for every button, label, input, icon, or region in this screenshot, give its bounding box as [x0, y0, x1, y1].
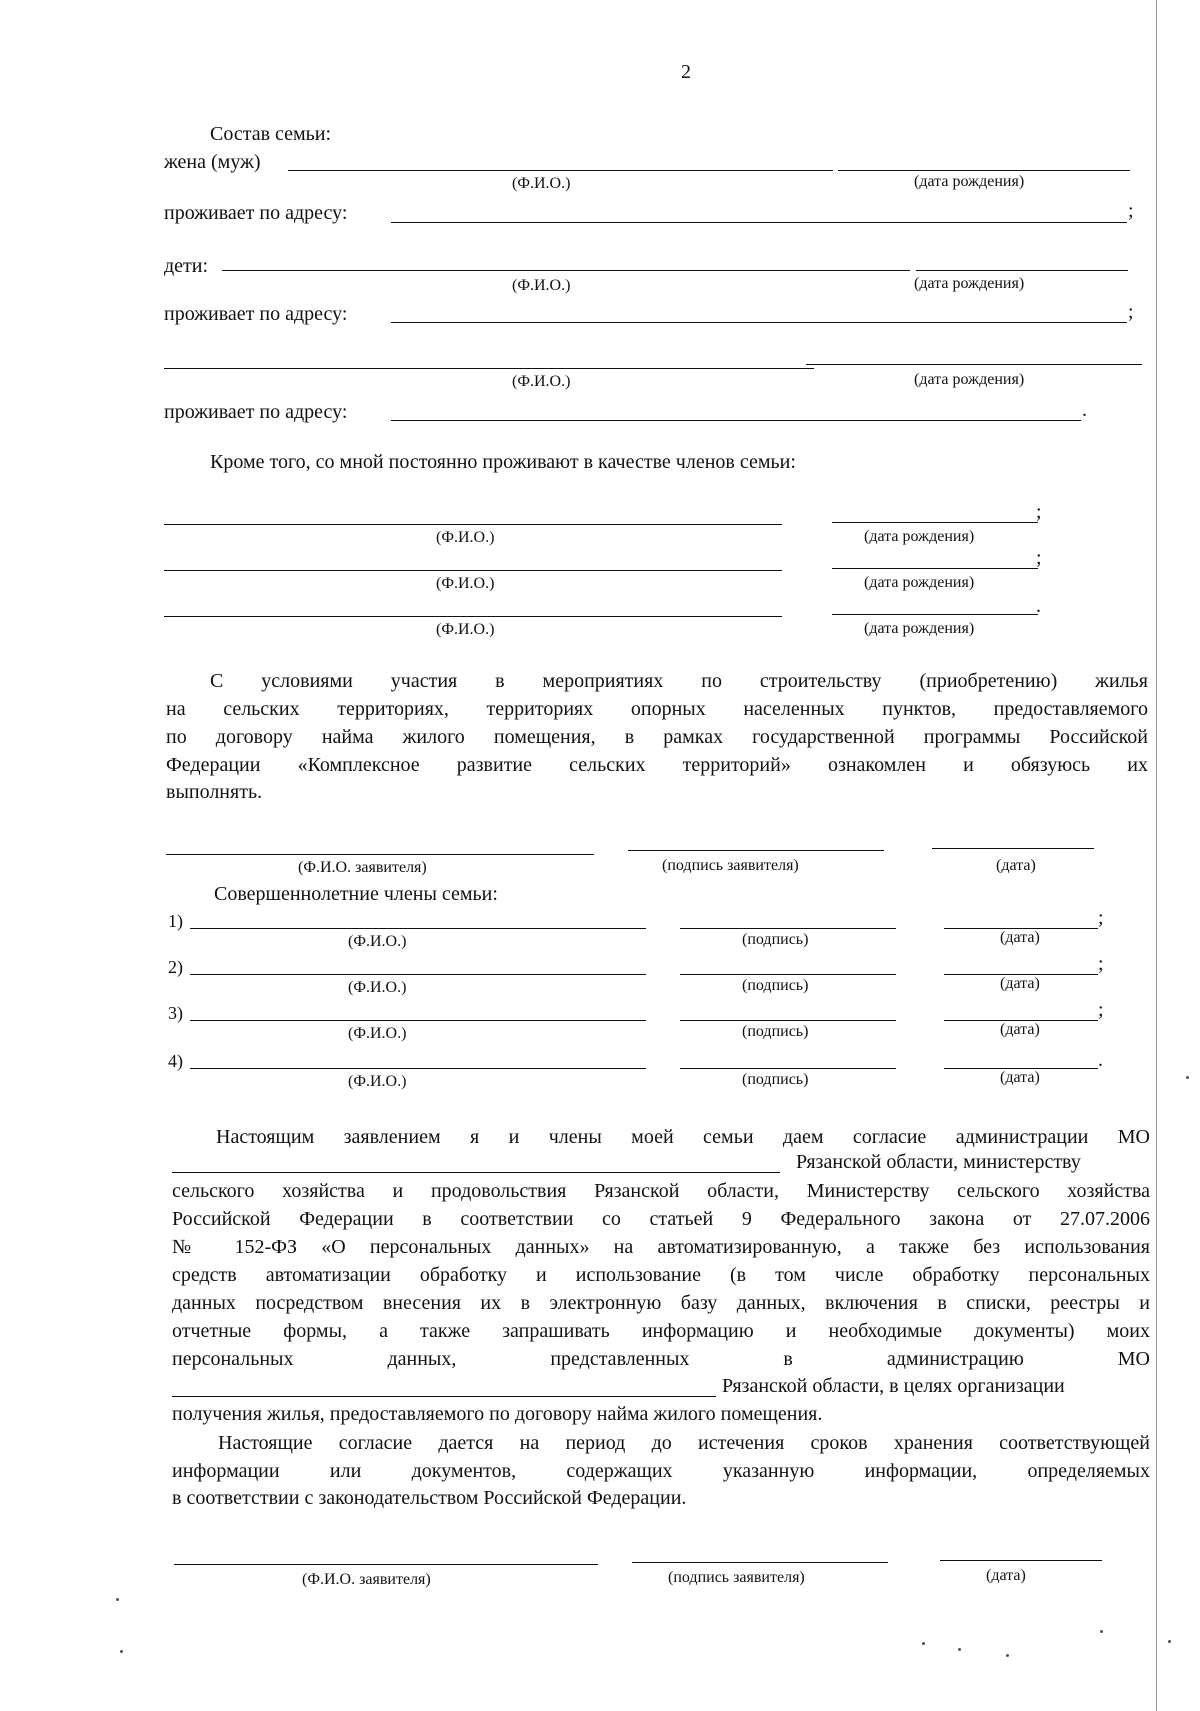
child2-fio-caption: (Ф.И.О.): [512, 373, 571, 390]
consent-administration-line[interactable]: [172, 1396, 716, 1397]
spouse-label: жена (муж): [164, 151, 261, 173]
scan-speck: [1186, 1076, 1189, 1079]
spouse-fio-caption: (Ф.И.О.): [512, 175, 571, 192]
other2-end: ;: [1036, 547, 1042, 569]
other2-fio-line[interactable]: [164, 570, 782, 571]
other3-fio-caption: (Ф.И.О.): [436, 621, 495, 638]
scan-speck: [120, 1650, 123, 1653]
consent-line-3: сельского хозяйства и продовольствия Рязанской области, Министерству сельского хозяйства: [172, 1180, 1150, 1202]
consent-period-line-2: информации или документов, содержащих указанную информации, определяемых: [172, 1460, 1150, 1482]
scan-edge-line: [1156, 0, 1157, 1711]
adult-1-signature-caption: (подпись): [742, 931, 809, 948]
other3-end: .: [1036, 595, 1041, 617]
consent-line-6: средств автоматизации обработку и использование (в том числе обработку персональных: [172, 1264, 1150, 1286]
adult-2-signature-line[interactable]: [680, 974, 896, 975]
child1-birth-line[interactable]: [916, 270, 1128, 271]
adult-3-fio-caption: (Ф.И.О.): [348, 1025, 407, 1042]
consent-line-4: Российской Федерации в соответствии со статьей 9 Федерального закона от 27.07.2006: [172, 1208, 1150, 1230]
other-members-intro: Кроме того, со мной постоянно проживают в качестве членов семьи:: [210, 451, 796, 473]
applicant-signature-caption-1: (подпись заявителя): [662, 857, 799, 874]
adult-3-date-caption: (дата): [1000, 1021, 1040, 1038]
other2-birth-caption: (дата рождения): [864, 574, 975, 591]
adult-2-end: ;: [1098, 953, 1104, 975]
applicant-signature-caption-2: (подпись заявителя): [668, 1569, 805, 1586]
applicant-fio-line-2[interactable]: [174, 1564, 598, 1565]
child2-birth-line[interactable]: [806, 364, 1142, 365]
adult-4-end: .: [1098, 1049, 1103, 1071]
adult-3-signature-caption: (подпись): [742, 1023, 809, 1040]
consent-period-line-3: в соответствии с законодательством Российской Федерации.: [172, 1487, 687, 1509]
spouse-birth-line[interactable]: [838, 170, 1130, 171]
other3-fio-line[interactable]: [164, 616, 782, 617]
applicant-fio-line-1[interactable]: [166, 854, 594, 855]
adult-1-fio-line[interactable]: [190, 928, 646, 929]
other1-birth-line[interactable]: [832, 522, 1038, 523]
scan-speck: [922, 1642, 925, 1645]
consent-line-8: отчетные формы, а также запрашивать информацию и необходимые документы) моих: [172, 1320, 1150, 1342]
other1-end: ;: [1036, 501, 1042, 523]
scan-speck: [1006, 1654, 1009, 1657]
spouse-fio-line[interactable]: [288, 170, 833, 171]
page-number: 2: [681, 61, 691, 83]
adult-4-fio-caption: (Ф.И.О.): [348, 1073, 407, 1090]
child1-fio-line[interactable]: [222, 270, 910, 271]
spouse-birth-caption: (дата рождения): [914, 173, 1025, 190]
child2-birth-caption: (дата рождения): [914, 371, 1025, 388]
child2-fio-line[interactable]: [164, 368, 814, 369]
conditions-line-5: выполнять.: [166, 781, 263, 803]
consent-mo-name-line[interactable]: [172, 1172, 780, 1173]
applicant-date-caption-2: (дата): [986, 1567, 1026, 1584]
applicant-signature-line-2[interactable]: [632, 1562, 888, 1563]
adult-2-signature-caption: (подпись): [742, 977, 809, 994]
consent-line-1: Настоящим заявлением я и члены моей семьи даем согласие администрации МО: [216, 1126, 1150, 1148]
child1-fio-caption: (Ф.И.О.): [512, 277, 571, 294]
adult-4-date-caption: (дата): [1000, 1069, 1040, 1086]
applicant-date-line-1[interactable]: [932, 848, 1094, 849]
consent-line-10: Рязанской области, в целях организации: [722, 1375, 1065, 1397]
other3-birth-line[interactable]: [832, 614, 1038, 615]
adult-4-signature-caption: (подпись): [742, 1071, 809, 1088]
family-heading: Состав семьи:: [210, 123, 332, 145]
adult-3-fio-line[interactable]: [190, 1020, 646, 1021]
conditions-line-2: на сельских территориях, территориях опорных населенных пунктов, предоставляемого: [166, 698, 1148, 720]
conditions-line-1: С условиями участия в мероприятиях по строительству (приобретению) жилья: [210, 670, 1148, 692]
child2-address-label: проживает по адресу:: [164, 401, 348, 423]
child2-address-line[interactable]: [391, 420, 1081, 421]
adult-1-fio-caption: (Ф.И.О.): [348, 933, 407, 950]
adult-4-signature-line[interactable]: [680, 1068, 896, 1069]
child1-address-line[interactable]: [391, 322, 1127, 323]
scan-speck: [116, 1598, 119, 1601]
consent-line-7: данных посредством внесения их в электронную базу данных, включения в списки, реестры и: [172, 1292, 1150, 1314]
child1-address-label: проживает по адресу:: [164, 303, 348, 325]
consent-period-line-1: Настоящие согласие дается на период до истечения сроков хранения соответствующей: [218, 1432, 1150, 1454]
adult-members-heading: Совершеннолетние члены семьи:: [214, 883, 498, 905]
scan-speck: [958, 1648, 961, 1651]
conditions-line-4: Федерации «Комплексное развитие сельских территорий» ознакомлен и обязуюсь их: [166, 754, 1148, 776]
applicant-date-line-2[interactable]: [940, 1560, 1102, 1561]
consent-line-5: № 152-ФЗ «О персональных данных» на автоматизированную, а также без использования: [172, 1236, 1150, 1258]
child2-address-end: .: [1082, 399, 1087, 421]
other1-fio-line[interactable]: [164, 524, 782, 525]
adult-3-end: ;: [1098, 999, 1104, 1021]
applicant-fio-caption-1: (Ф.И.О. заявителя): [298, 859, 427, 876]
other2-birth-line[interactable]: [832, 568, 1038, 569]
other1-birth-caption: (дата рождения): [864, 528, 975, 545]
conditions-line-3: по договору найма жилого помещения, в рамках государственной программы Российской: [166, 726, 1148, 748]
consent-line-2: Рязанской области, министерству: [796, 1151, 1081, 1173]
scan-speck: [1100, 1630, 1103, 1633]
children-label: дети:: [164, 255, 209, 277]
adult-1-end: ;: [1098, 907, 1104, 929]
spouse-address-label: проживает по адресу:: [164, 202, 348, 224]
consent-line-11: получения жилья, предоставляемого по договору найма жилого помещения.: [172, 1403, 823, 1425]
adult-1-date-caption: (дата): [1000, 929, 1040, 946]
adult-3-signature-line[interactable]: [680, 1020, 896, 1021]
adult-2-number: 2): [168, 957, 183, 977]
scan-speck: [1168, 1640, 1171, 1643]
adult-2-fio-caption: (Ф.И.О.): [348, 979, 407, 996]
adult-4-fio-line[interactable]: [190, 1068, 646, 1069]
child1-address-end: ;: [1128, 301, 1134, 323]
applicant-signature-line-1[interactable]: [628, 850, 884, 851]
adult-1-signature-line[interactable]: [680, 928, 896, 929]
adult-1-number: 1): [168, 911, 183, 931]
adult-2-fio-line[interactable]: [190, 974, 646, 975]
child1-birth-caption: (дата рождения): [914, 275, 1025, 292]
adult-4-number: 4): [168, 1051, 183, 1071]
spouse-address-line[interactable]: [391, 222, 1127, 223]
other3-birth-caption: (дата рождения): [864, 620, 975, 637]
other1-fio-caption: (Ф.И.О.): [436, 529, 495, 546]
spouse-address-end: ;: [1128, 200, 1134, 222]
consent-line-9: персональных данных, представленных в администрацию МО: [172, 1348, 1150, 1370]
adult-3-number: 3): [168, 1003, 183, 1023]
other2-fio-caption: (Ф.И.О.): [436, 575, 495, 592]
applicant-date-caption-1: (дата): [996, 857, 1036, 874]
adult-2-date-caption: (дата): [1000, 975, 1040, 992]
applicant-fio-caption-2: (Ф.И.О. заявителя): [302, 1571, 431, 1588]
